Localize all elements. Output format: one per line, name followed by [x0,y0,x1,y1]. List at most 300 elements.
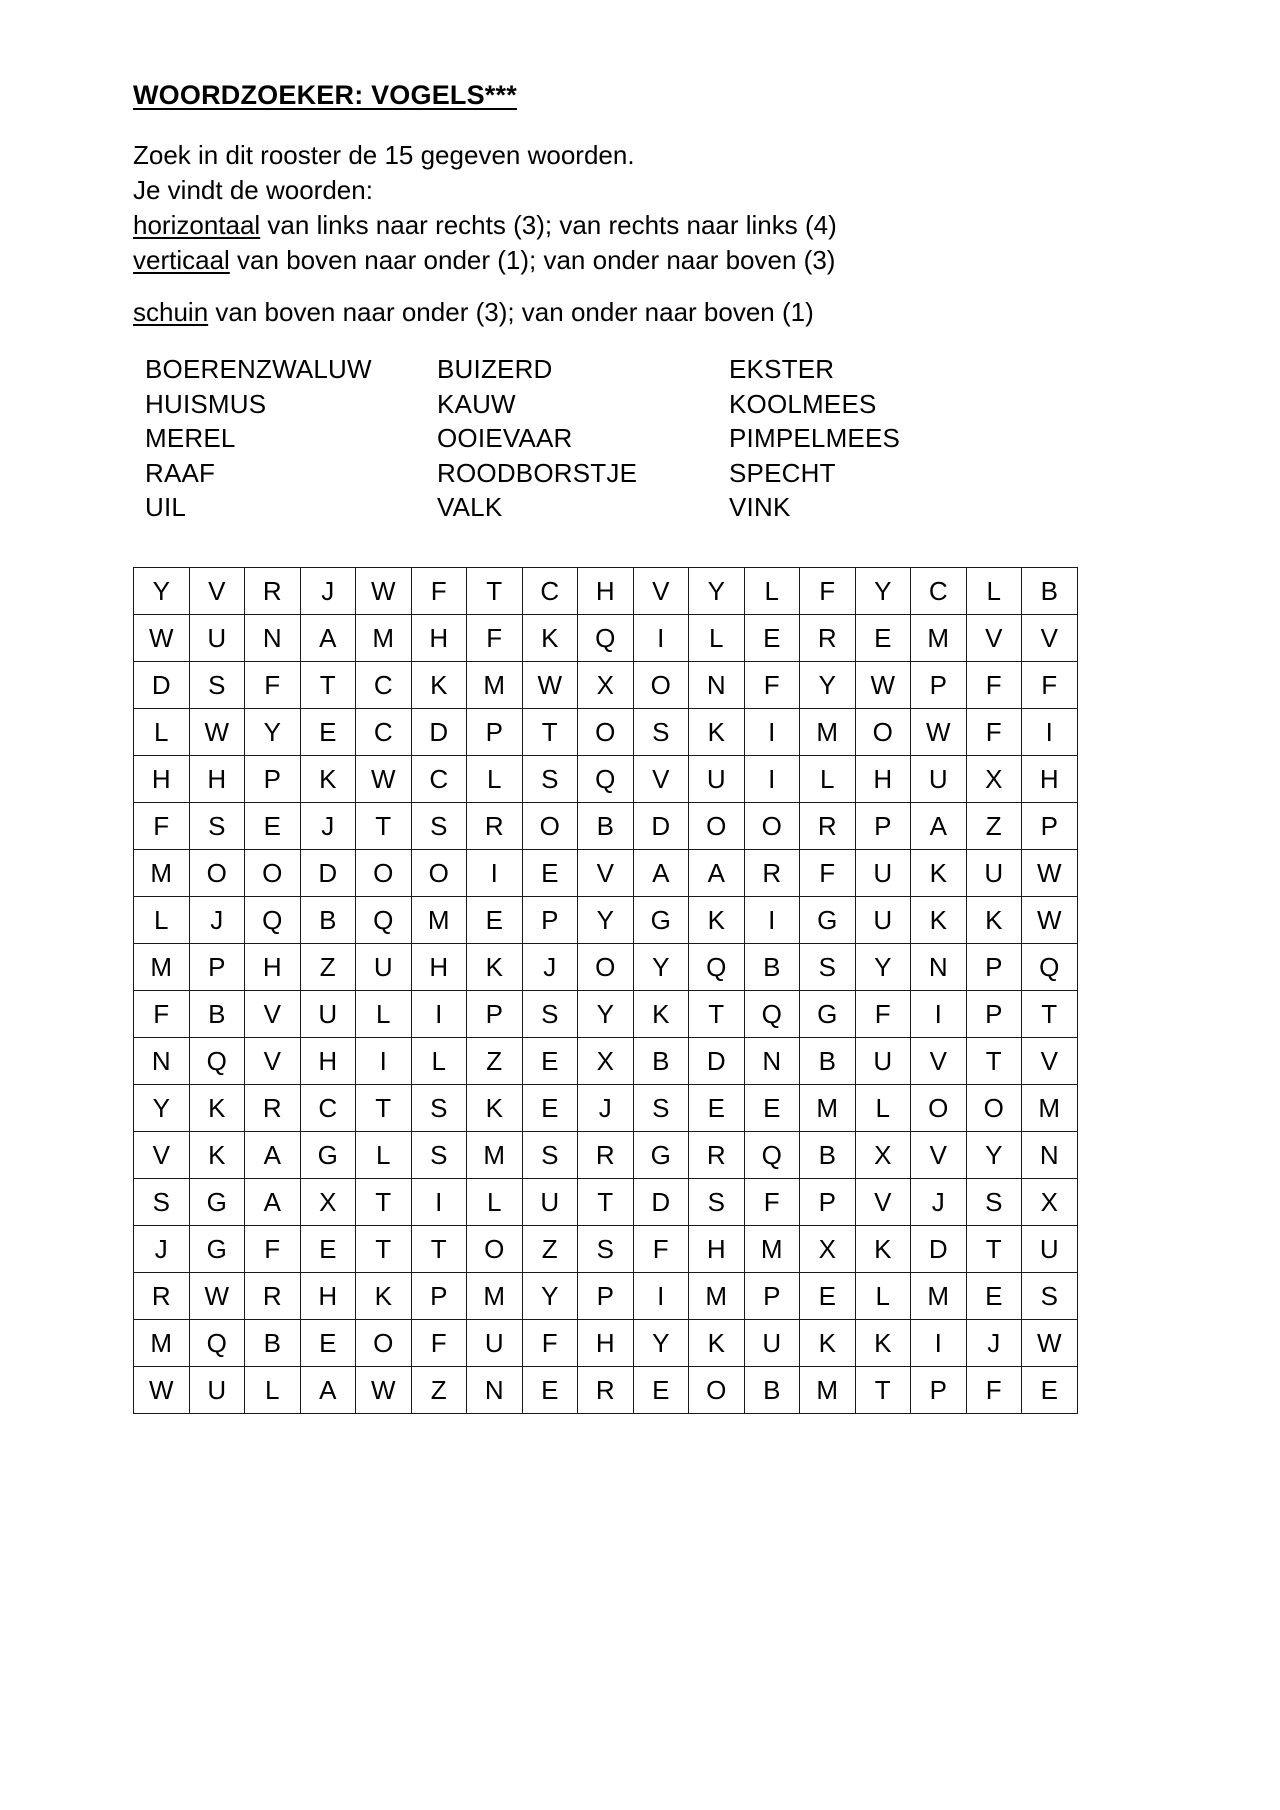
grid-cell[interactable]: Y [855,943,911,990]
grid-cell[interactable]: O [689,802,745,849]
grid-cell[interactable]: Q [189,1037,245,1084]
grid-cell[interactable]: K [689,1319,745,1366]
grid-cell[interactable]: M [467,661,523,708]
grid-cell[interactable]: F [411,567,467,614]
grid-cell[interactable]: D [633,1178,689,1225]
grid-cell[interactable]: Y [633,943,689,990]
grid-cell[interactable]: Q [578,755,634,802]
grid-cell[interactable]: P [189,943,245,990]
grid-cell[interactable]: Y [633,1319,689,1366]
grid-cell[interactable]: P [855,802,911,849]
grid-cell[interactable]: M [467,1131,523,1178]
grid-cell[interactable]: J [134,1225,190,1272]
grid-cell[interactable]: L [467,755,523,802]
grid-cell[interactable]: M [134,849,190,896]
grid-cell[interactable]: X [578,1037,634,1084]
grid-cell[interactable]: Y [578,896,634,943]
grid-cell[interactable]: H [245,943,301,990]
grid-cell[interactable]: O [633,661,689,708]
grid-cell[interactable]: B [744,943,800,990]
grid-cell[interactable]: E [522,1366,578,1413]
grid-cell[interactable]: V [633,755,689,802]
grid-cell[interactable]: W [911,708,967,755]
grid-cell[interactable]: R [800,802,856,849]
grid-cell[interactable]: I [467,849,523,896]
grid-cell[interactable]: M [411,896,467,943]
grid-cell[interactable]: I [411,990,467,1037]
grid-cell[interactable]: H [578,567,634,614]
grid-cell[interactable]: A [245,1131,301,1178]
grid-cell[interactable]: J [300,567,356,614]
grid-cell[interactable]: A [633,849,689,896]
grid-cell[interactable]: T [966,1225,1022,1272]
grid-cell[interactable]: F [522,1319,578,1366]
grid-cell[interactable]: F [245,661,301,708]
grid-cell[interactable]: P [1022,802,1078,849]
grid-cell[interactable]: V [855,1178,911,1225]
grid-cell[interactable]: W [356,755,412,802]
grid-cell[interactable]: A [911,802,967,849]
grid-cell[interactable]: B [1022,567,1078,614]
grid-cell[interactable]: E [689,1084,745,1131]
grid-cell[interactable]: T [411,1225,467,1272]
grid-cell[interactable]: G [633,1131,689,1178]
grid-cell[interactable]: L [411,1037,467,1084]
grid-cell[interactable]: L [855,1272,911,1319]
grid-cell[interactable]: Q [578,614,634,661]
grid-cell[interactable]: L [356,990,412,1037]
grid-cell[interactable]: W [189,708,245,755]
grid-cell[interactable]: U [855,896,911,943]
grid-cell[interactable]: W [134,1366,190,1413]
grid-cell[interactable]: P [578,1272,634,1319]
grid-cell[interactable]: Q [689,943,745,990]
grid-cell[interactable]: U [189,1366,245,1413]
grid-cell[interactable]: F [467,614,523,661]
grid-cell[interactable]: Q [189,1319,245,1366]
grid-cell[interactable]: W [189,1272,245,1319]
grid-cell[interactable]: P [522,896,578,943]
grid-cell[interactable]: W [1022,1319,1078,1366]
grid-cell[interactable]: L [855,1084,911,1131]
grid-cell[interactable]: Z [411,1366,467,1413]
grid-cell[interactable]: C [411,755,467,802]
grid-cell[interactable]: E [522,1084,578,1131]
grid-cell[interactable]: D [300,849,356,896]
grid-cell[interactable]: B [800,1131,856,1178]
grid-cell[interactable]: I [633,1272,689,1319]
grid-cell[interactable]: M [689,1272,745,1319]
grid-cell[interactable]: P [966,990,1022,1037]
grid-cell[interactable]: D [689,1037,745,1084]
grid-cell[interactable]: T [855,1366,911,1413]
grid-cell[interactable]: E [467,896,523,943]
grid-cell[interactable]: G [300,1131,356,1178]
grid-cell[interactable]: Y [855,567,911,614]
grid-cell[interactable]: L [966,567,1022,614]
grid-cell[interactable]: B [189,990,245,1037]
grid-cell[interactable]: H [855,755,911,802]
grid-cell[interactable]: G [189,1225,245,1272]
grid-cell[interactable]: S [134,1178,190,1225]
grid-cell[interactable]: R [134,1272,190,1319]
grid-cell[interactable]: E [744,614,800,661]
grid-cell[interactable]: T [689,990,745,1037]
grid-cell[interactable]: R [245,1272,301,1319]
grid-cell[interactable]: N [1022,1131,1078,1178]
grid-cell[interactable]: K [189,1131,245,1178]
grid-cell[interactable]: K [467,1084,523,1131]
grid-cell[interactable]: S [522,1131,578,1178]
grid-cell[interactable]: A [245,1178,301,1225]
grid-cell[interactable]: E [633,1366,689,1413]
grid-cell[interactable]: H [411,614,467,661]
grid-cell[interactable]: F [800,849,856,896]
grid-cell[interactable]: U [467,1319,523,1366]
grid-cell[interactable]: Y [689,567,745,614]
grid-cell[interactable]: K [855,1319,911,1366]
grid-cell[interactable]: X [300,1178,356,1225]
grid-cell[interactable]: K [522,614,578,661]
grid-cell[interactable]: J [189,896,245,943]
grid-cell[interactable]: U [189,614,245,661]
grid-cell[interactable]: O [966,1084,1022,1131]
grid-cell[interactable]: E [744,1084,800,1131]
grid-cell[interactable]: W [134,614,190,661]
grid-cell[interactable]: P [467,708,523,755]
grid-cell[interactable]: S [800,943,856,990]
grid-cell[interactable]: G [633,896,689,943]
grid-cell[interactable]: K [411,661,467,708]
grid-cell[interactable]: M [1022,1084,1078,1131]
grid-cell[interactable]: U [855,849,911,896]
grid-cell[interactable]: H [300,1037,356,1084]
grid-cell[interactable]: I [744,896,800,943]
grid-cell[interactable]: W [1022,896,1078,943]
grid-cell[interactable]: S [633,708,689,755]
grid-cell[interactable]: U [300,990,356,1037]
grid-cell[interactable]: T [578,1178,634,1225]
grid-cell[interactable]: Y [522,1272,578,1319]
grid-cell[interactable]: P [245,755,301,802]
grid-cell[interactable]: C [522,567,578,614]
grid-cell[interactable]: N [911,943,967,990]
grid-cell[interactable]: G [800,990,856,1037]
grid-cell[interactable]: B [300,896,356,943]
grid-cell[interactable]: O [744,802,800,849]
grid-cell[interactable]: S [411,802,467,849]
grid-cell[interactable]: Y [134,1084,190,1131]
grid-cell[interactable]: V [189,567,245,614]
grid-cell[interactable]: R [578,1366,634,1413]
grid-cell[interactable]: V [1022,614,1078,661]
grid-cell[interactable]: K [300,755,356,802]
grid-cell[interactable]: X [578,661,634,708]
grid-cell[interactable]: F [744,1178,800,1225]
grid-cell[interactable]: E [800,1272,856,1319]
grid-cell[interactable]: K [467,943,523,990]
grid-cell[interactable]: V [633,567,689,614]
grid-cell[interactable]: O [578,708,634,755]
grid-cell[interactable]: T [356,1084,412,1131]
grid-cell[interactable]: O [356,849,412,896]
grid-cell[interactable]: M [800,708,856,755]
grid-cell[interactable]: V [911,1037,967,1084]
grid-cell[interactable]: Z [300,943,356,990]
grid-cell[interactable]: D [134,661,190,708]
grid-cell[interactable]: U [1022,1225,1078,1272]
grid-cell[interactable]: H [1022,755,1078,802]
grid-cell[interactable]: K [911,849,967,896]
grid-cell[interactable]: Y [800,661,856,708]
grid-cell[interactable]: M [911,614,967,661]
grid-cell[interactable]: F [966,708,1022,755]
grid-cell[interactable]: O [855,708,911,755]
grid-cell[interactable]: M [467,1272,523,1319]
grid-cell[interactable]: L [356,1131,412,1178]
grid-cell[interactable]: Y [578,990,634,1037]
grid-cell[interactable]: A [300,1366,356,1413]
grid-cell[interactable]: J [911,1178,967,1225]
grid-cell[interactable]: U [855,1037,911,1084]
grid-cell[interactable]: K [911,896,967,943]
grid-cell[interactable]: I [633,614,689,661]
grid-cell[interactable]: O [522,802,578,849]
grid-cell[interactable]: Q [744,990,800,1037]
grid-cell[interactable]: K [633,990,689,1037]
grid-cell[interactable]: B [633,1037,689,1084]
grid-cell[interactable]: K [356,1272,412,1319]
grid-cell[interactable]: F [134,990,190,1037]
grid-cell[interactable]: P [911,1366,967,1413]
grid-cell[interactable]: Y [134,567,190,614]
grid-cell[interactable]: T [966,1037,1022,1084]
grid-cell[interactable]: L [467,1178,523,1225]
grid-cell[interactable]: F [633,1225,689,1272]
grid-cell[interactable]: F [1022,661,1078,708]
grid-cell[interactable]: J [578,1084,634,1131]
grid-cell[interactable]: B [578,802,634,849]
grid-cell[interactable]: P [800,1178,856,1225]
grid-cell[interactable]: N [134,1037,190,1084]
grid-cell[interactable]: C [911,567,967,614]
grid-cell[interactable]: O [578,943,634,990]
grid-cell[interactable]: S [689,1178,745,1225]
grid-cell[interactable]: M [800,1084,856,1131]
grid-cell[interactable]: O [189,849,245,896]
grid-cell[interactable]: O [467,1225,523,1272]
grid-cell[interactable]: U [744,1319,800,1366]
grid-cell[interactable]: P [744,1272,800,1319]
grid-cell[interactable]: V [245,1037,301,1084]
grid-cell[interactable]: W [522,661,578,708]
grid-cell[interactable]: T [522,708,578,755]
grid-cell[interactable]: S [633,1084,689,1131]
grid-cell[interactable]: S [189,802,245,849]
grid-cell[interactable]: W [1022,849,1078,896]
grid-cell[interactable]: Y [245,708,301,755]
grid-cell[interactable]: S [522,755,578,802]
grid-cell[interactable]: A [300,614,356,661]
grid-cell[interactable]: S [189,661,245,708]
grid-cell[interactable]: N [467,1366,523,1413]
grid-cell[interactable]: E [966,1272,1022,1319]
grid-cell[interactable]: U [356,943,412,990]
grid-cell[interactable]: U [689,755,745,802]
grid-cell[interactable]: F [800,567,856,614]
grid-cell[interactable]: V [1022,1037,1078,1084]
grid-cell[interactable]: S [411,1084,467,1131]
grid-cell[interactable]: F [134,802,190,849]
grid-cell[interactable]: K [689,896,745,943]
grid-cell[interactable]: K [689,708,745,755]
grid-cell[interactable]: K [966,896,1022,943]
grid-cell[interactable]: L [134,896,190,943]
grid-cell[interactable]: L [800,755,856,802]
grid-cell[interactable]: M [800,1366,856,1413]
grid-cell[interactable]: X [800,1225,856,1272]
grid-cell[interactable]: M [911,1272,967,1319]
grid-cell[interactable]: T [356,1225,412,1272]
grid-cell[interactable]: G [800,896,856,943]
grid-cell[interactable]: E [300,708,356,755]
grid-cell[interactable]: C [300,1084,356,1131]
grid-cell[interactable]: R [467,802,523,849]
grid-cell[interactable]: E [300,1225,356,1272]
grid-cell[interactable]: J [966,1319,1022,1366]
grid-cell[interactable]: D [411,708,467,755]
grid-cell[interactable]: R [744,849,800,896]
grid-cell[interactable]: F [966,1366,1022,1413]
grid-cell[interactable]: X [1022,1178,1078,1225]
grid-cell[interactable]: H [578,1319,634,1366]
grid-cell[interactable]: P [966,943,1022,990]
grid-cell[interactable]: Z [966,802,1022,849]
grid-cell[interactable]: E [522,1037,578,1084]
grid-cell[interactable]: Z [467,1037,523,1084]
grid-cell[interactable]: P [411,1272,467,1319]
grid-cell[interactable]: K [800,1319,856,1366]
grid-cell[interactable]: L [245,1366,301,1413]
grid-cell[interactable]: T [467,567,523,614]
grid-cell[interactable]: Q [1022,943,1078,990]
grid-cell[interactable]: Y [966,1131,1022,1178]
grid-cell[interactable]: O [245,849,301,896]
grid-cell[interactable]: U [966,849,1022,896]
grid-cell[interactable]: U [522,1178,578,1225]
grid-cell[interactable]: N [744,1037,800,1084]
grid-cell[interactable]: K [855,1225,911,1272]
grid-cell[interactable]: R [245,567,301,614]
grid-cell[interactable]: D [633,802,689,849]
grid-cell[interactable]: N [245,614,301,661]
grid-cell[interactable]: I [911,990,967,1037]
grid-cell[interactable]: S [1022,1272,1078,1319]
grid-cell[interactable]: C [356,661,412,708]
grid-cell[interactable]: C [356,708,412,755]
grid-cell[interactable]: I [356,1037,412,1084]
grid-cell[interactable]: O [356,1319,412,1366]
grid-cell[interactable]: O [911,1084,967,1131]
grid-cell[interactable]: F [411,1319,467,1366]
grid-cell[interactable]: E [522,849,578,896]
grid-cell[interactable]: M [356,614,412,661]
grid-cell[interactable]: X [966,755,1022,802]
grid-cell[interactable]: L [134,708,190,755]
grid-cell[interactable]: H [411,943,467,990]
grid-cell[interactable]: D [911,1225,967,1272]
grid-cell[interactable]: I [911,1319,967,1366]
grid-cell[interactable]: R [578,1131,634,1178]
grid-cell[interactable]: L [689,614,745,661]
grid-cell[interactable]: V [134,1131,190,1178]
grid-cell[interactable]: A [689,849,745,896]
grid-cell[interactable]: T [356,1178,412,1225]
grid-cell[interactable]: O [411,849,467,896]
grid-cell[interactable]: V [245,990,301,1037]
grid-cell[interactable]: S [578,1225,634,1272]
grid-cell[interactable]: E [855,614,911,661]
grid-cell[interactable]: S [411,1131,467,1178]
grid-cell[interactable]: E [1022,1366,1078,1413]
grid-cell[interactable]: X [855,1131,911,1178]
grid-cell[interactable]: M [744,1225,800,1272]
grid-cell[interactable]: Q [744,1131,800,1178]
grid-cell[interactable]: T [1022,990,1078,1037]
grid-cell[interactable]: B [800,1037,856,1084]
grid-cell[interactable]: H [300,1272,356,1319]
grid-cell[interactable]: J [300,802,356,849]
grid-cell[interactable]: N [689,661,745,708]
grid-cell[interactable]: E [245,802,301,849]
grid-cell[interactable]: V [578,849,634,896]
grid-cell[interactable]: W [356,1366,412,1413]
grid-cell[interactable]: V [911,1131,967,1178]
grid-cell[interactable]: H [189,755,245,802]
grid-cell[interactable]: W [855,661,911,708]
grid-cell[interactable]: Q [245,896,301,943]
grid-cell[interactable]: S [522,990,578,1037]
grid-cell[interactable]: I [411,1178,467,1225]
grid-cell[interactable]: T [356,802,412,849]
grid-cell[interactable]: Z [522,1225,578,1272]
grid-cell[interactable]: F [744,661,800,708]
grid-cell[interactable]: H [689,1225,745,1272]
grid-cell[interactable]: B [245,1319,301,1366]
grid-cell[interactable]: F [855,990,911,1037]
grid-cell[interactable]: I [744,708,800,755]
grid-cell[interactable]: I [1022,708,1078,755]
grid-cell[interactable]: E [300,1319,356,1366]
grid-cell[interactable]: M [134,1319,190,1366]
grid-cell[interactable]: V [966,614,1022,661]
grid-cell[interactable]: K [189,1084,245,1131]
grid-cell[interactable]: F [966,661,1022,708]
grid-cell[interactable]: U [911,755,967,802]
grid-cell[interactable]: R [245,1084,301,1131]
grid-cell[interactable]: H [134,755,190,802]
grid-cell[interactable]: P [467,990,523,1037]
grid-cell[interactable]: S [966,1178,1022,1225]
grid-cell[interactable]: T [300,661,356,708]
grid-cell[interactable]: I [744,755,800,802]
grid-cell[interactable]: W [356,567,412,614]
grid-cell[interactable]: J [522,943,578,990]
grid-cell[interactable]: F [245,1225,301,1272]
grid-cell[interactable]: R [800,614,856,661]
grid-cell[interactable]: L [744,567,800,614]
grid-cell[interactable]: M [134,943,190,990]
